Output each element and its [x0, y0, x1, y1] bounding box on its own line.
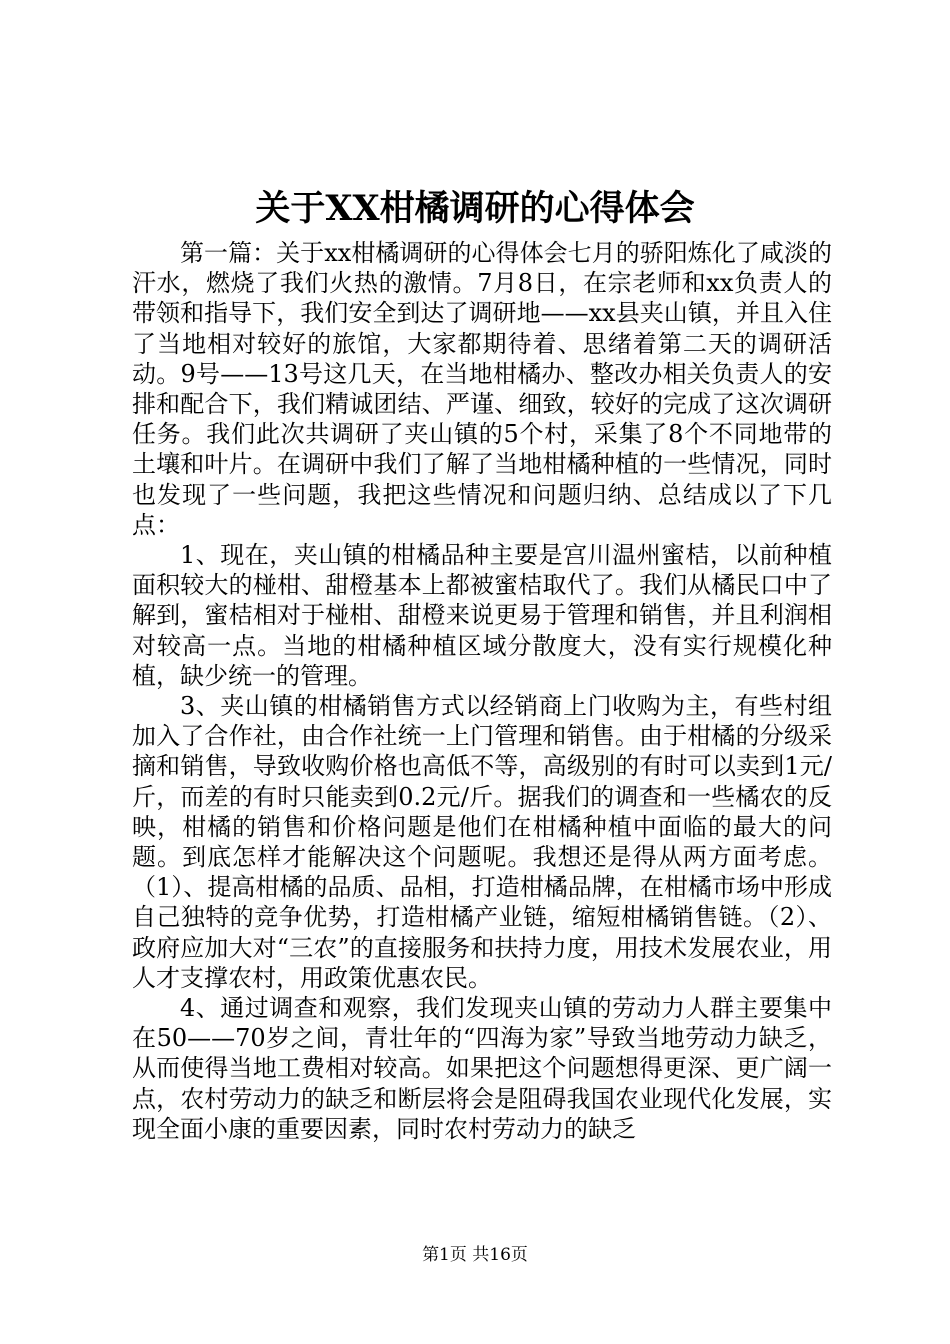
paragraph-point-3: 3、夹山镇的柑橘销售方式以经销商上门收购为主，有些村组加入了合作社，由合作社统一上门管理和销售。由于柑橘的分级采摘和销售，导致收购价格也高低不等，高级别的有时可以卖到1元/斤，而差的有时只能卖到0.2元/斤。据我们的调查和一些橘农的反映，柑橘的销售和价格问题是他们在柑橘种植中面临的最大的问题。到底怎样才能解决这个问题呢。我想还是得从两方面考虑。（1）、提高柑橘的品质、品相，打造柑橘品牌，在柑橘市场中形成自己独特的竞争优势，打造柑橘产业链，缩短柑橘销售链。（2）、政府应加大对“三农”的直接服务和扶持力度，用技术发展农业，用人才支撑农村，用政策优惠农民。	[132, 692, 832, 992]
paragraph-point-4: 4、通过调查和观察，我们发现夹山镇的劳动力人群主要集中在50——70岁之间，青壮年的“四海为家”导致当地劳动力缺乏，从而使得当地工费相对较高。如果把这个问题想得更深、更广阔一点，农村劳动力的缺乏和断层将会是阻碍我国农业现代化发展，实现全面小康的重要因素，同时农村劳动力的缺乏	[132, 994, 832, 1143]
paragraph-intro: 第一篇：关于xx柑橘调研的心得体会七月的骄阳炼化了咸淡的汗水，燃烧了我们火热的激情。7月8日，在宗老师和xx负责人的带领和指导下，我们安全到达了调研地——xx县夹山镇，并且入住了当地相对较好的旅馆，大家都期待着、思绪着第二天的调研活动。9号——13号这几天，在当地柑橘办、整改办相关负责人的安排和配合下，我们精诚团结、严谨、细致，较好的完成了这次调研任务。我们此次共调研了夹山镇的5个村，采集了8个不同地带的土壤和叶片。在调研中我们了解了当地柑橘种植的一些情况，同时也发现了一些问题，我把这些情况和问题归纳、总结成以了下几点：	[132, 239, 832, 539]
page-number-footer: 第1页 共16页	[422, 1245, 528, 1265]
document-title: 关于XX柑橘调研的心得体会	[255, 188, 695, 229]
document-body	[132, 238, 832, 1144]
paragraph-point-1: 1、现在，夹山镇的柑橘品种主要是宫川温州蜜桔，以前种植面积较大的椪柑、甜橙基本上都被蜜桔取代了。我们从橘民口中了解到，蜜桔相对于椪柑、甜橙来说更易于管理和销售，并且利润相对较高一点。当地的柑橘种植区域分散度大，没有实行规模化种植，缺少统一的管理。	[132, 541, 832, 690]
